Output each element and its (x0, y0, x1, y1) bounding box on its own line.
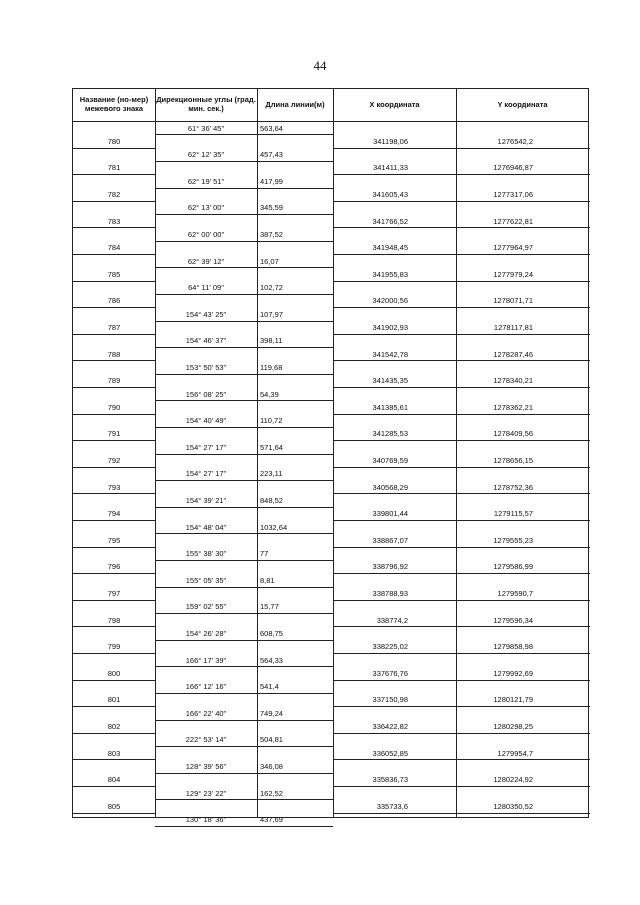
segment-length: 345,59 (260, 203, 283, 213)
point-row-divider (333, 520, 590, 521)
point-row-divider (73, 414, 155, 415)
point-row-divider (333, 307, 590, 308)
segment-row-divider (155, 400, 333, 401)
segment-angle: 154° 40' 49" (185, 416, 227, 426)
segment-row-divider (155, 480, 333, 481)
point-row-divider (73, 254, 155, 255)
point-y: 1278117,81 (493, 323, 533, 332)
point-row-divider (333, 201, 590, 202)
point-x: 338867,07 (372, 535, 408, 545)
point-row-divider (73, 467, 155, 468)
point-row-divider (73, 493, 155, 494)
point-name: 783 (107, 216, 121, 226)
point-row-divider (73, 360, 155, 361)
point-row-divider (333, 680, 590, 681)
segment-length: 162,52 (260, 788, 283, 798)
point-name: 781 (107, 163, 121, 173)
segment-angle: 61° 36' 45" (187, 123, 225, 133)
segment-angle: 154° 26' 28" (185, 628, 227, 638)
segment-angle: 154° 39' 21" (185, 495, 227, 505)
segment-length: 541,4 (260, 682, 279, 692)
segment-length: 77 (260, 549, 269, 559)
segment-length: 457,43 (260, 150, 283, 160)
segment-angle: 64° 11' 09" (188, 283, 224, 293)
segment-angle: 154° 27' 17" (185, 442, 227, 452)
segment-row-divider (155, 720, 333, 721)
segment-angle: 130° 18' 36" (185, 815, 227, 825)
point-row-divider (73, 813, 155, 814)
segment-row-divider (155, 294, 333, 295)
segment-row-divider (155, 374, 333, 375)
point-row-divider (73, 334, 155, 335)
segment-length: 119,68 (260, 362, 283, 372)
point-x: 341902,93 (372, 323, 408, 332)
segment-angle: 166° 12' 16" (185, 682, 227, 692)
segment-angle: 62° 00' 00" (187, 229, 225, 239)
point-row-divider (73, 520, 155, 521)
segment-row-divider (155, 161, 333, 162)
point-name: 784 (107, 243, 121, 253)
segment-row-divider (155, 693, 333, 694)
point-y: 1279590,7 (497, 589, 533, 598)
point-y: 1276542,2 (497, 136, 533, 146)
segment-angle: 154° 27' 17" (185, 469, 227, 479)
point-x: 338796,92 (372, 562, 408, 572)
point-name: 791 (107, 429, 121, 439)
point-x: 341411,33 (373, 163, 408, 173)
point-row-divider (333, 573, 590, 574)
point-row-divider (73, 201, 155, 202)
segment-length: 608,75 (260, 628, 283, 638)
segment-length: 223,11 (260, 469, 283, 479)
point-name: 796 (107, 562, 121, 572)
point-y: 1278752,36 (493, 482, 533, 492)
point-row-divider (73, 759, 155, 760)
point-y: 1279586,99 (493, 562, 533, 572)
segment-angle: 62° 13' 00" (187, 203, 225, 213)
segment-row-divider (155, 799, 333, 800)
point-x: 336052,85 (372, 748, 408, 758)
point-row-divider (333, 733, 590, 734)
segment-row-divider (155, 666, 333, 667)
point-row-divider (333, 467, 590, 468)
segment-length: 387,52 (260, 229, 283, 239)
segment-row-divider (155, 134, 333, 135)
point-y: 1279992,69 (493, 668, 533, 678)
point-row-divider (73, 547, 155, 548)
point-name: 788 (107, 349, 121, 359)
segment-length: 564,33 (260, 655, 283, 665)
segment-angle: 62° 12' 35" (187, 150, 225, 160)
segment-angle: 159° 02' 55" (185, 602, 227, 612)
point-row-divider (73, 733, 155, 734)
segment-length: 54,39 (260, 389, 279, 399)
point-y: 1278362,21 (493, 402, 533, 412)
coordinates-table (72, 88, 589, 825)
point-row-divider (73, 387, 155, 388)
point-x: 342000,56 (372, 296, 408, 306)
point-x: 338774,2 (376, 615, 408, 625)
header-divider (73, 121, 588, 122)
point-row-divider (73, 281, 155, 282)
point-row-divider (73, 440, 155, 441)
segment-angle: 166° 17' 39" (185, 655, 227, 665)
segment-row-divider (155, 267, 333, 268)
point-name: 785 (107, 269, 121, 279)
point-name: 794 (107, 509, 121, 519)
segment-angle: 129° 23' 22" (185, 788, 227, 798)
point-name: 805 (107, 801, 121, 811)
segment-angle: 62° 39' 12" (187, 256, 225, 266)
point-name: 803 (107, 748, 121, 758)
segment-row-divider (155, 188, 333, 189)
point-x: 337150,98 (372, 695, 408, 705)
segment-row-divider (155, 347, 333, 348)
point-y: 1280121,79 (493, 695, 533, 705)
segment-length: 16,07 (260, 256, 279, 266)
point-y: 1280298,25 (493, 722, 533, 731)
point-row-divider (73, 227, 155, 228)
point-row-divider (333, 227, 590, 228)
segment-length: 571,64 (260, 442, 283, 452)
segment-length: 398,11 (260, 336, 283, 346)
point-name: 795 (107, 535, 121, 545)
point-x: 338788,93 (372, 589, 408, 598)
point-row-divider (73, 626, 155, 627)
page-number: 44 (313, 58, 327, 73)
point-name: 802 (107, 722, 121, 731)
point-row-divider (333, 414, 590, 415)
segment-angle: 222° 53' 14" (185, 735, 227, 745)
column-divider (333, 89, 334, 817)
segment-length: 417,99 (260, 176, 283, 186)
point-x: 335836,73 (372, 775, 408, 785)
segment-row-divider (155, 773, 333, 774)
point-row-divider (333, 653, 590, 654)
point-x: 341385,61 (372, 402, 408, 412)
point-name: 790 (107, 402, 121, 412)
point-row-divider (333, 387, 590, 388)
segment-length: 848,52 (260, 495, 283, 505)
point-name: 792 (107, 456, 121, 465)
point-y: 1277979,24 (493, 269, 533, 279)
point-row-divider (333, 174, 590, 175)
point-x: 338225,02 (372, 642, 408, 652)
segment-length: 8,81 (260, 575, 275, 585)
point-row-divider (333, 281, 590, 282)
point-row-divider (333, 786, 590, 787)
point-row-divider (333, 360, 590, 361)
point-name: 800 (107, 668, 121, 678)
point-x: 341435,35 (372, 376, 408, 386)
point-y: 1279954,7 (497, 748, 533, 758)
point-y: 1277622,81 (493, 216, 533, 226)
point-row-divider (73, 680, 155, 681)
segment-length: 437,69 (260, 815, 283, 825)
point-x: 335733,6 (376, 801, 408, 811)
point-x: 341605,43 (372, 190, 408, 199)
header-length: Длина линии(м) (265, 99, 325, 109)
point-y: 1278656,15 (493, 456, 533, 465)
point-y: 1279555,23 (493, 535, 533, 545)
point-y: 1279115,57 (493, 509, 533, 519)
segment-length: 749,24 (260, 708, 283, 718)
segment-angle: 166° 22' 40" (185, 708, 227, 718)
point-y: 1280350,52 (493, 801, 533, 811)
point-row-divider (73, 573, 155, 574)
point-row-divider (73, 148, 155, 149)
point-name: 780 (107, 136, 121, 146)
segment-row-divider (155, 533, 333, 534)
segment-angle: 154° 46' 37" (185, 336, 227, 346)
point-x: 336422,82 (372, 722, 408, 731)
point-y: 1280224,92 (493, 775, 533, 785)
segment-angle: 62° 19' 51" (187, 176, 225, 186)
segment-length: 504,81 (260, 735, 283, 745)
segment-row-divider (155, 321, 333, 322)
point-x: 337676,76 (372, 668, 408, 678)
segment-row-divider (155, 560, 333, 561)
point-name: 799 (107, 642, 121, 652)
point-row-divider (333, 706, 590, 707)
segment-length: 346,08 (260, 761, 283, 771)
point-y: 1279596,34 (493, 615, 533, 625)
segment-row-divider (155, 826, 333, 827)
segment-length: 563,64 (260, 123, 283, 133)
point-row-divider (73, 307, 155, 308)
point-row-divider (73, 706, 155, 707)
point-row-divider (73, 600, 155, 601)
point-row-divider (333, 440, 590, 441)
point-row-divider (333, 813, 590, 814)
segment-angle: 154° 43' 25" (185, 309, 227, 319)
segment-row-divider (155, 427, 333, 428)
point-row-divider (333, 334, 590, 335)
segment-angle: 156° 08' 25" (185, 389, 227, 399)
point-x: 341955,83 (372, 269, 408, 279)
point-x: 341285,53 (372, 429, 408, 439)
point-row-divider (333, 254, 590, 255)
header-x: X координата (369, 99, 420, 109)
point-y: 1278071,71 (493, 296, 533, 306)
point-name: 787 (107, 323, 121, 332)
point-name: 789 (107, 376, 121, 386)
header-angles: Дирекционные углы (град. мин. сек.) (156, 95, 256, 113)
segment-angle: 155° 05' 35" (185, 575, 227, 585)
segment-length: 102,72 (260, 283, 283, 293)
header-y: Y координата (497, 99, 548, 109)
segment-row-divider (155, 613, 333, 614)
point-row-divider (73, 653, 155, 654)
segment-row-divider (155, 214, 333, 215)
point-row-divider (73, 174, 155, 175)
segment-angle: 155° 38' 30" (185, 549, 227, 559)
point-y: 1278287,46 (493, 349, 533, 359)
point-name: 797 (107, 589, 121, 598)
point-x: 341766,52 (372, 216, 408, 226)
point-row-divider (333, 759, 590, 760)
segment-angle: 153° 50' 53" (185, 362, 227, 372)
segment-row-divider (155, 746, 333, 747)
point-name: 786 (107, 296, 121, 306)
segment-row-divider (155, 241, 333, 242)
segment-length: 107,97 (260, 309, 283, 319)
point-y: 1279858,98 (493, 642, 533, 652)
header-name: Название (но-мер) межевого знака (79, 95, 149, 113)
point-name: 798 (107, 615, 121, 625)
point-name: 801 (107, 695, 121, 705)
segment-angle: 154° 48' 04" (185, 522, 227, 532)
segment-row-divider (155, 587, 333, 588)
segment-row-divider (155, 507, 333, 508)
point-y: 1277964,97 (493, 243, 533, 253)
point-name: 782 (107, 190, 121, 199)
point-x: 341542,78 (372, 349, 408, 359)
point-y: 1278340,21 (493, 376, 533, 386)
segment-angle: 128° 39' 56" (185, 761, 227, 771)
point-name: 793 (107, 482, 121, 492)
point-name: 804 (107, 775, 121, 785)
point-x: 341198,06 (373, 136, 408, 146)
point-x: 341948,45 (372, 243, 408, 253)
point-row-divider (73, 786, 155, 787)
segment-length: 15,77 (260, 602, 279, 612)
segment-row-divider (155, 640, 333, 641)
point-y: 1276946,87 (493, 163, 533, 173)
point-y: 1277317,06 (493, 190, 533, 199)
segment-row-divider (155, 454, 333, 455)
point-x: 339801,44 (372, 509, 408, 519)
point-y: 1278409,56 (493, 429, 533, 439)
segment-length: 110,72 (260, 416, 283, 426)
point-row-divider (333, 626, 590, 627)
segment-length: 1032,64 (260, 522, 288, 532)
point-row-divider (333, 547, 590, 548)
point-x: 340769,59 (372, 456, 408, 465)
point-row-divider (333, 493, 590, 494)
point-row-divider (333, 600, 590, 601)
point-x: 340568,29 (372, 482, 408, 492)
point-row-divider (333, 148, 590, 149)
